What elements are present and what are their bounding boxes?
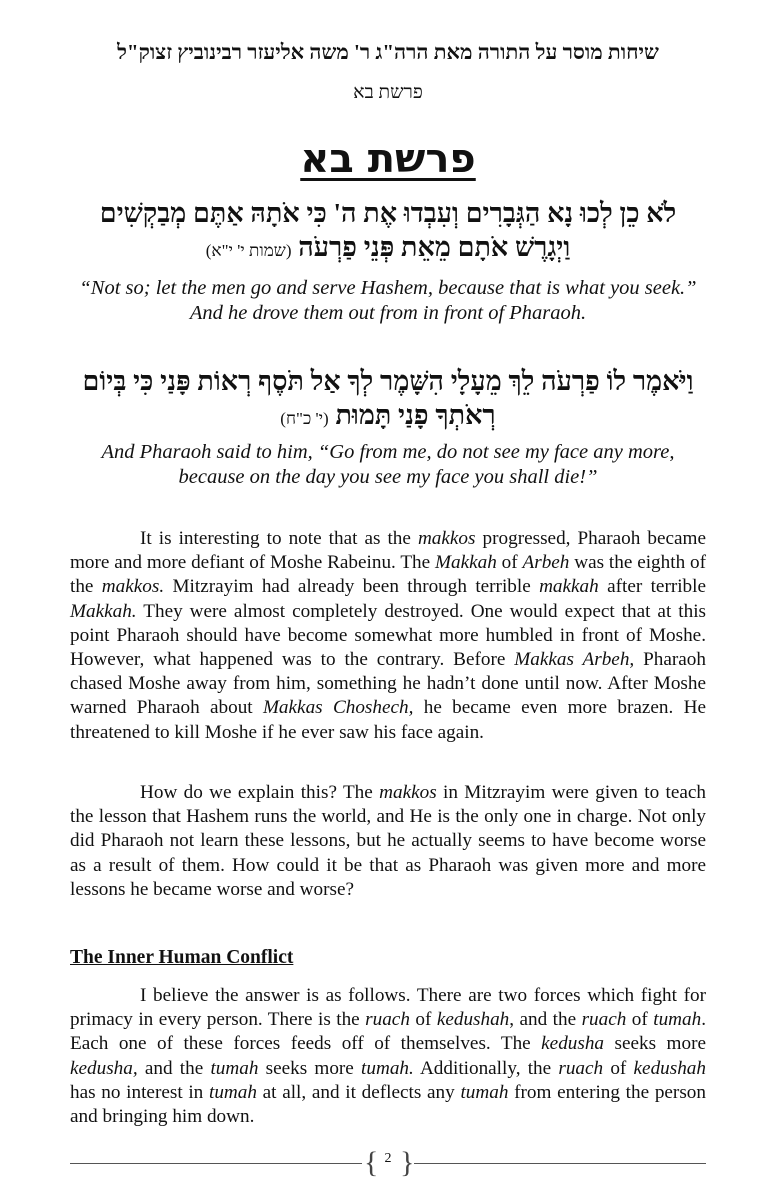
text-run: I believe the answer is as follows. There are two forces which fight for primacy in every person. There is the — [70, 985, 706, 1031]
italic-term: kedushah — [633, 1057, 706, 1079]
body-paragraph — [70, 781, 706, 902]
italic-term: tumah. — [361, 1057, 414, 1079]
text-run: after terrible — [598, 576, 706, 598]
text-run: of — [496, 552, 523, 574]
translation-2: And Pharaoh said to him, “Go from me, do not see my face any more, because on the day you see my face you shall die!” — [101, 441, 675, 488]
text-run: of — [603, 1057, 634, 1079]
italic-term: tumah — [653, 1009, 702, 1031]
translation-1: “Not so; let the men go and serve Hashem, because that is what you seek.” And he drove them out from in front of Pharaoh. — [79, 277, 697, 324]
footer-rule — [70, 1163, 362, 1164]
text-run: from entering the person and bringing him down. — [70, 1081, 706, 1128]
hebrew-verse-2 — [60, 364, 716, 436]
verse-source: (י' כ"ח) — [280, 409, 329, 428]
page-footer — [70, 1148, 706, 1178]
italic-term: kedusha — [541, 1033, 605, 1055]
italic-term: ruach — [365, 1009, 410, 1031]
text-run: has no interest in — [70, 1081, 209, 1103]
text-run: was the eighth of the — [70, 552, 707, 598]
body-paragraph — [70, 527, 706, 745]
italic-term: makkah — [539, 576, 599, 598]
italic-term: Makkah — [435, 552, 497, 574]
section-heading: The Inner Human Conflict — [70, 947, 294, 968]
text-run: and the — [137, 1057, 211, 1079]
left-bracket-ornament: { — [364, 1146, 379, 1179]
text-run: seeks more — [604, 1033, 706, 1055]
text-run: They were almost completely destroyed. One would expect that at this point Pharaoh should have become somewhat more humbled in front of Moshe. However, what happened was to the contrary. Before — [70, 600, 706, 671]
parsha-subheader: פרשת בא — [353, 82, 423, 103]
text-run: of — [409, 1009, 437, 1031]
verse-text: וַיְגָרֶשׁ אֹתָם מֵאֵת פְּנֵי פַרְעֹה — [298, 232, 571, 262]
text-run: in Mitzrayim were given to teach the lesson that Hashem runs the world, and He is the only one in charge. Not only did Pharaoh not learn these lessons, but he actually seems to have become worse as a result of them. How could it be that as Pharaoh was given more and more lessons he became worse and worse? — [70, 782, 706, 900]
text-run: Additionally, the — [413, 1057, 559, 1079]
text-run: It is interesting to note that as the — [140, 528, 418, 549]
italic-term: kedushah — [436, 1009, 510, 1031]
text-run: , and the — [509, 1009, 582, 1031]
text-run: . Each one of these forces feeds off of themselves. The — [70, 1009, 707, 1055]
page-title — [0, 136, 776, 182]
page-number: 2 — [384, 1151, 392, 1166]
italic-term: makkos — [417, 528, 476, 549]
verse-text: רְאֹתְךָ פָנַי תָּמוּת — [335, 400, 496, 430]
running-header: שיחות מוסר על התורה מאת הרה"ג ר' משה אליעזר רבינוביץ זצוק"ל — [117, 40, 659, 64]
right-bracket-ornament: } — [400, 1146, 415, 1179]
verse-line: לֹא כֵן לְכוּ נָא הַגְּבָרִים וְעִבְדוּ אֶת ה' כִּי אֹתָהּ אַתֶּם מְבַקְשִׁים — [99, 198, 677, 228]
verse-source: (שמות י' י"א) — [205, 241, 292, 260]
text-run: Mitzrayim had already been through terrible — [164, 576, 540, 598]
text-run: Pharaoh chased Moshe away from him, something he hadn’t done until now. After Moshe warned Pharaoh about — [70, 649, 706, 719]
title-text: פרשת בא — [300, 136, 476, 182]
text-run: he became even more brazen. He threatened to kill Moshe if he ever saw his face again. — [70, 697, 706, 743]
italic-term: Arbeh — [522, 552, 570, 574]
text-run: How do we explain this? The — [140, 782, 380, 803]
italic-term: tumah — [210, 1057, 259, 1079]
italic-term: tumah — [460, 1081, 509, 1103]
italic-term: kedusha, — [70, 1057, 138, 1079]
italic-term: Makkah. — [70, 600, 137, 622]
text-run: seeks more — [258, 1057, 362, 1079]
italic-term: makkos. — [101, 576, 165, 598]
footer-rule — [414, 1163, 706, 1164]
italic-term: Makkas Arbeh, — [514, 649, 635, 671]
text-run: progressed, Pharaoh became more and more defiant of Moshe Rabeinu. The — [70, 528, 706, 574]
italic-term: makkos — [379, 782, 437, 803]
text-run: at all, and it deflects any — [256, 1081, 461, 1103]
verse-line — [60, 230, 716, 268]
body-paragraph — [70, 984, 706, 1129]
italic-term: ruach — [581, 1009, 627, 1031]
text-run: of — [626, 1009, 654, 1031]
italic-term: ruach — [558, 1057, 604, 1079]
italic-term: Makkas Choshech, — [262, 697, 414, 719]
italic-term: tumah — [208, 1081, 257, 1103]
verse-line — [60, 398, 716, 436]
verse-line: וַיֹּאמֶר לוֹ פַרְעֹה לֵךְ מֵעָלָי הִשָּׁמֶר לְךָ אַל תֹּסֶף רְאוֹת פָּנַי כִּי בְּיוֹם — [82, 366, 694, 396]
hebrew-verse-1 — [60, 196, 716, 268]
